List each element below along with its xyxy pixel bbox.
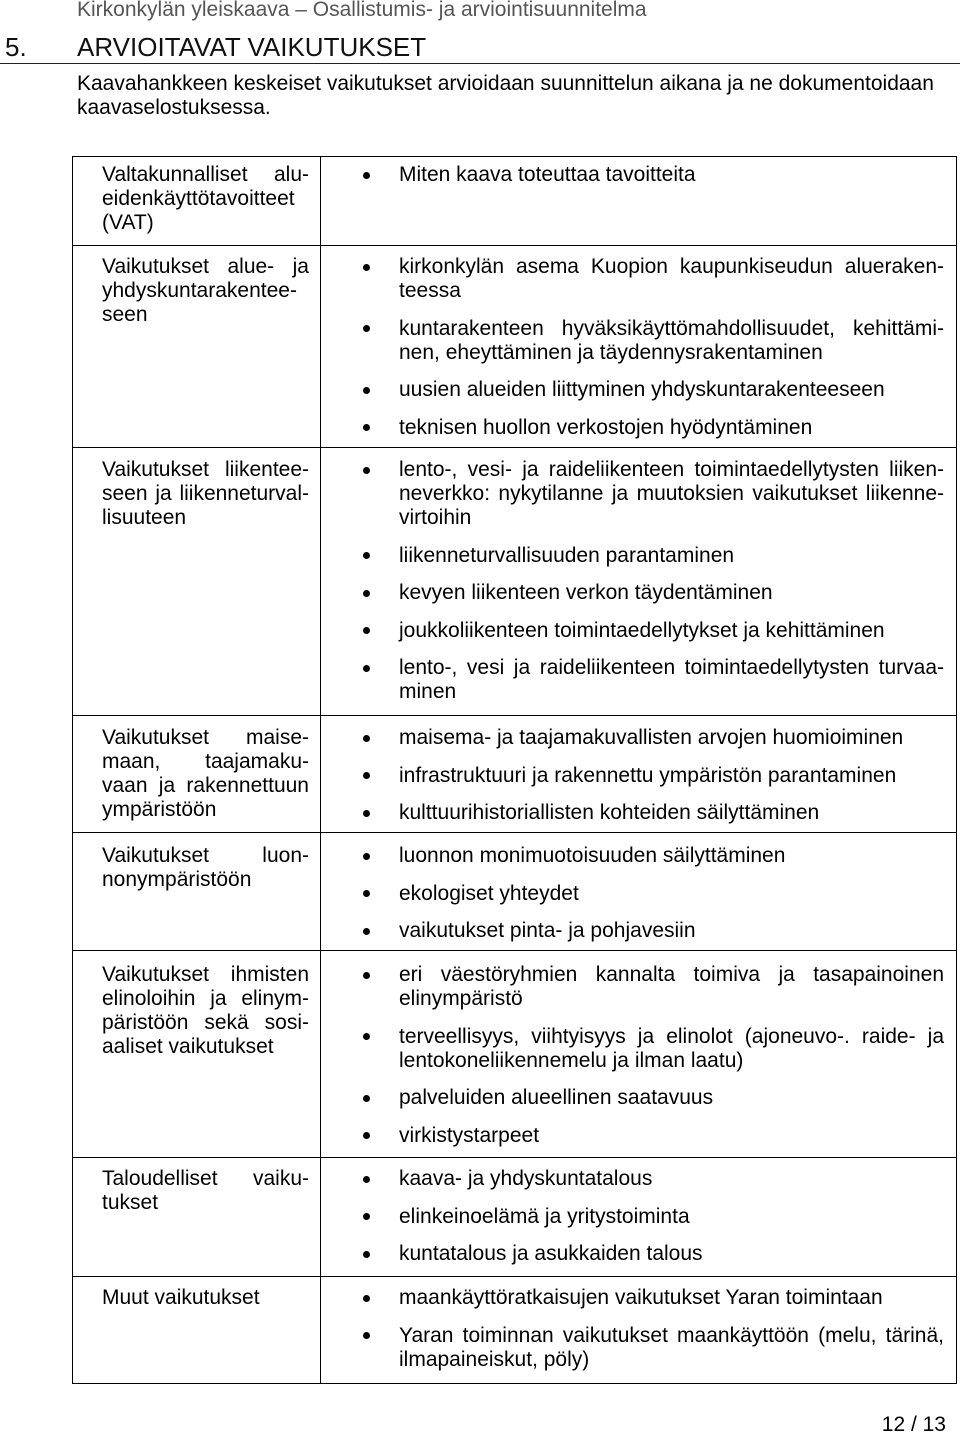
- bullet-icon: [363, 665, 370, 672]
- assessment-cell: [321, 951, 956, 1157]
- table-row: [73, 832, 956, 950]
- assessment-cell: [321, 448, 956, 715]
- assessment-list-item: [399, 1242, 944, 1266]
- assessment-list: [399, 1286, 944, 1372]
- assessment-text: infrastruktuuri ja rakennettu ympäristön parantaminen: [399, 763, 897, 787]
- bullet-icon: [363, 1332, 370, 1339]
- assessment-text: liikenneturvallisuuden parantaminen: [399, 543, 735, 567]
- assessment-text: lento-, vesi ja raideliikenteen toimintaedellytysten turvaa-: [399, 656, 944, 679]
- intro-text-line: kaavaselostuksessa.: [77, 96, 271, 119]
- assessment-text: luonnon monimuotoisuuden säilyttäminen: [399, 844, 786, 867]
- bullet-icon: [363, 853, 370, 860]
- table-row: [73, 447, 956, 715]
- bullet-icon: [363, 1095, 370, 1102]
- assessment-cell: [321, 246, 956, 447]
- intro-text-line: Kaavahankkeen keskeiset vaikutukset arvioidaan suunnittelun aikana ja ne dokumentoidaan: [77, 72, 934, 95]
- impact-category-text: Taloudelliset vaiku-: [102, 1167, 309, 1190]
- impact-category-text: vaan ja rakennettuun: [102, 774, 309, 797]
- assessment-list-item: [399, 378, 944, 402]
- assessment-text: nen, eheyttäminen ja täydennysrakentaminen: [399, 340, 823, 364]
- section-number: 5.: [5, 32, 27, 62]
- table-row: [73, 245, 956, 447]
- bullet-icon: [363, 1176, 370, 1183]
- impact-category-cell: [73, 716, 321, 832]
- bullet-icon: [363, 1295, 370, 1302]
- assessment-text: uusien alueiden liittyminen yhdyskuntarakenteeseen: [399, 378, 885, 401]
- assessment-text: kevyen liikenteen verkon täydentäminen: [399, 581, 773, 604]
- assessment-list-item: [399, 1167, 944, 1191]
- assessment-list: [399, 163, 944, 187]
- bullet-icon: [363, 972, 370, 979]
- assessment-list: [399, 963, 944, 1148]
- bullet-icon: [363, 264, 370, 271]
- impact-category-text: päristöön sekä sosi-: [102, 1011, 309, 1034]
- assessment-text: kirkonkylän asema Kuopion kaupunkiseudun alueraken-: [399, 255, 944, 278]
- assessment-cell: [321, 833, 956, 950]
- assessment-cell: [321, 157, 956, 245]
- impact-category-cell: [73, 246, 321, 447]
- assessment-text: terveellisyys, viihtyisyys ja elinolot (ajoneuvo-. raide- ja: [399, 1024, 944, 1048]
- bullet-icon: [363, 1251, 370, 1258]
- assessment-text: virkistystarpeet: [399, 1123, 540, 1147]
- impact-category-text: Valtakunnalliset alu-: [102, 163, 309, 186]
- assessment-list-item: [399, 163, 944, 187]
- section-title: ARVIOITAVAT VAIKUTUKSET: [77, 32, 427, 62]
- table-row: [73, 1276, 956, 1383]
- impact-category-text: Vaikutukset maise-: [102, 726, 309, 749]
- assessment-text: Miten kaava toteuttaa tavoitteita: [399, 163, 696, 186]
- assessment-text: lento-, vesi- ja raideliikenteen toimintaedellytysten liiken-: [399, 458, 944, 481]
- assessment-text: ilmapaineiskut, pöly): [399, 1347, 590, 1371]
- assessment-text: neverkko: nykytilanne ja muutoksien vaikutukset liikenne-: [399, 482, 944, 505]
- assessment-text: joukkoliikenteen toimintaedellytykset ja kehittäminen: [399, 618, 885, 642]
- impact-category-text: Vaikutukset alue- ja: [102, 255, 309, 278]
- assessment-list-item: [399, 255, 944, 303]
- intro-paragraph: [77, 72, 957, 120]
- assessment-text: kuntarakenteen hyväksikäyttömahdollisuudet, kehittämi-: [399, 316, 944, 340]
- impact-category-text: seen ja liikenneturval-: [102, 482, 309, 505]
- assessment-list-item: [399, 1286, 944, 1310]
- bullet-icon: [363, 627, 370, 634]
- assessment-list-item: [399, 416, 944, 440]
- assessment-text: kaava- ja yhdyskuntatalous: [399, 1167, 653, 1190]
- assessment-text: Yaran toiminnan vaikutukset maankäyttöön (melu, tärinä,: [399, 1323, 944, 1347]
- assessment-text: ekologiset yhteydet: [399, 881, 579, 905]
- bullet-icon: [363, 890, 370, 897]
- bullet-icon: [363, 1033, 370, 1040]
- assessment-list-item: [399, 1324, 944, 1372]
- bullet-icon: [363, 590, 370, 597]
- assessment-list-item: [399, 1124, 944, 1148]
- assessment-list-item: [399, 1025, 944, 1073]
- impact-category-text: tukset: [102, 1191, 159, 1214]
- assessment-list: [399, 726, 944, 825]
- bullet-icon: [363, 325, 370, 332]
- impact-category-text: Vaikutukset ihmisten: [102, 963, 309, 986]
- impact-category-cell: [73, 833, 321, 950]
- bullet-icon: [363, 810, 370, 817]
- assessment-cell: [321, 1277, 956, 1383]
- assessment-list-item: [399, 544, 944, 568]
- bullet-icon: [363, 172, 370, 179]
- impact-category-cell: [73, 157, 321, 245]
- assessment-text: eri väestöryhmien kannalta toimiva ja tasapainoinen: [399, 963, 944, 986]
- assessment-text: teessa: [399, 279, 461, 302]
- impact-category-text: yhdyskuntarakentee-: [102, 279, 297, 302]
- assessment-list-item: [399, 726, 944, 750]
- assessment-list-item: [399, 656, 944, 704]
- assessment-list: [399, 255, 944, 440]
- assessment-list-item: [399, 317, 944, 365]
- assessment-list-item: [399, 1086, 944, 1110]
- impact-category-cell: [73, 448, 321, 715]
- assessment-list-item: [399, 963, 944, 1011]
- impact-category-text: maan, taajamaku-: [102, 750, 309, 773]
- assessment-text: virtoihin: [399, 506, 472, 529]
- assessment-text: elinkeinoelämä ja yritystoiminta: [399, 1204, 690, 1228]
- assessment-list-item: [399, 882, 944, 906]
- assessment-list-item: [399, 458, 944, 530]
- impact-category-cell: [73, 1277, 321, 1383]
- page-number: 12 / 13: [881, 1413, 946, 1436]
- impact-category-cell: [73, 1158, 321, 1276]
- impact-category-cell: [73, 951, 321, 1157]
- impact-assessment-table: [72, 156, 957, 1384]
- assessment-text: teknisen huollon verkostojen hyödyntäminen: [399, 415, 813, 439]
- impact-category-text: nonympäristöön: [102, 868, 252, 891]
- impact-category-text: Vaikutukset liikentee-: [102, 458, 309, 481]
- assessment-list-item: [399, 1205, 944, 1229]
- assessment-text: lentokoneliikennemelu ja ilman laatu): [399, 1048, 744, 1072]
- assessment-text: vaikutukset pinta- ja pohjavesiin: [399, 919, 696, 942]
- impact-category-text: seen: [102, 303, 148, 326]
- assessment-text: minen: [399, 680, 457, 703]
- table-row: [73, 715, 956, 832]
- bullet-icon: [363, 928, 370, 935]
- impact-category-text: Vaikutukset luon-: [102, 844, 309, 867]
- impact-category-text: lisuuteen: [102, 506, 187, 529]
- assessment-cell: [321, 716, 956, 832]
- assessment-list-item: [399, 919, 944, 943]
- assessment-text: maankäyttöratkaisujen vaikutukset Yaran toimintaan: [399, 1286, 883, 1309]
- bullet-icon: [363, 1132, 370, 1139]
- bullet-icon: [363, 1213, 370, 1220]
- impact-category-text: Muut vaikutukset: [102, 1286, 260, 1309]
- bullet-icon: [363, 387, 370, 394]
- running-header-title: Kirkonkylän yleiskaava – Osallistumis- ja arviointisuunnitelma: [77, 0, 647, 21]
- heading-divider: [0, 63, 960, 64]
- assessment-text: kulttuurihistoriallisten kohteiden säilyttäminen: [399, 801, 820, 824]
- assessment-list-item: [399, 801, 944, 825]
- assessment-list: [399, 844, 944, 943]
- impact-category-text: elinoloihin ja elinym-: [102, 987, 309, 1010]
- table-row: [73, 157, 956, 245]
- assessment-list-item: [399, 619, 944, 643]
- assessment-text: maisema- ja taajamakuvallisten arvojen huomioiminen: [399, 726, 904, 749]
- assessment-text: elinympäristö: [399, 987, 523, 1010]
- bullet-icon: [363, 735, 370, 742]
- assessment-list-item: [399, 764, 944, 788]
- assessment-cell: [321, 1158, 956, 1276]
- table-row: [73, 950, 956, 1157]
- impact-category-text: aaliset vaikutukset: [102, 1035, 274, 1058]
- impact-category-text: eidenkäyttötavoitteet: [102, 187, 295, 210]
- assessment-text: kuntatalous ja asukkaiden talous: [399, 1242, 703, 1265]
- bullet-icon: [363, 424, 370, 431]
- bullet-icon: [363, 467, 370, 474]
- assessment-list: [399, 458, 944, 704]
- assessment-list-item: [399, 844, 944, 868]
- bullet-icon: [363, 552, 370, 559]
- assessment-text: palveluiden alueellinen saatavuus: [399, 1086, 714, 1109]
- table-row: [73, 1157, 956, 1276]
- assessment-list-item: [399, 581, 944, 605]
- bullet-icon: [363, 772, 370, 779]
- impact-category-text: (VAT): [102, 211, 154, 234]
- impact-category-text: ympäristöön: [102, 798, 217, 821]
- assessment-list: [399, 1167, 944, 1266]
